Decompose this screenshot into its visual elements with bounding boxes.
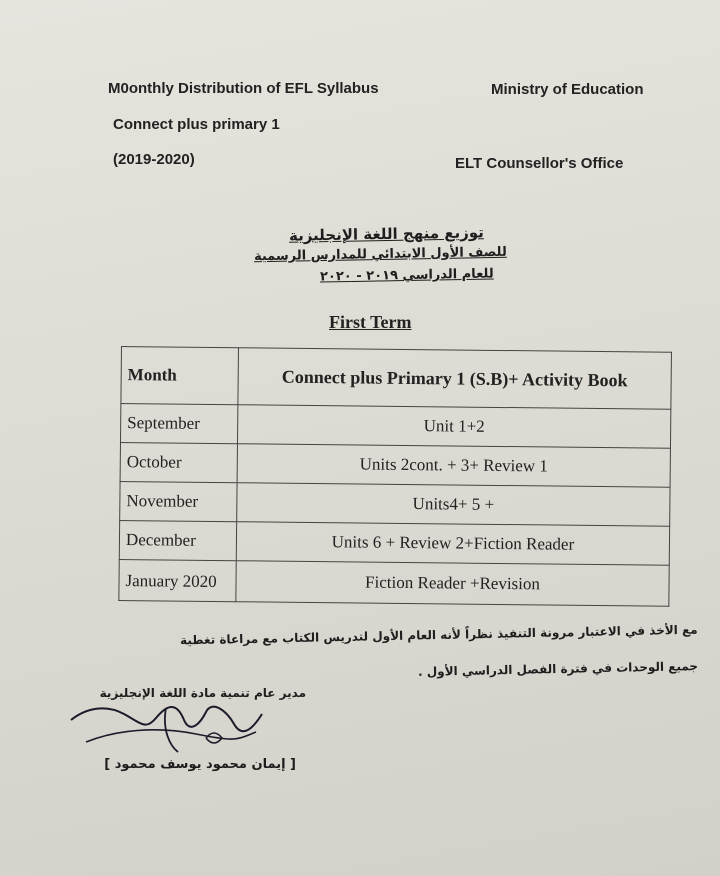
note-line1: مع الأخذ في الاعتبار مرونة التنفيذ نظراً لأنه العام الأول لتدريس الكتاب مع مراعاة تغطية <box>180 622 699 648</box>
signature <box>66 690 266 760</box>
table-row <box>119 559 669 606</box>
syllabus-table <box>118 346 672 607</box>
table-row <box>120 481 670 526</box>
table-header-row <box>121 347 672 410</box>
month-cell: September <box>120 404 237 444</box>
arabic-title-line2: للصف الأول الابتدائي للمدارس الرسمية <box>254 244 508 265</box>
month-cell: October <box>120 442 237 482</box>
school-year: (2019-2020) <box>113 151 195 168</box>
syllabus-title: M0onthly Distribution of EFL Syllabus <box>108 80 379 97</box>
table-row <box>119 520 669 565</box>
month-cell: January 2020 <box>119 559 236 601</box>
course-name: Connect plus primary 1 <box>113 116 280 133</box>
ministry-label: Ministry of Education <box>491 81 644 98</box>
table-row <box>120 404 670 449</box>
content-cell: Units4+ 5 + <box>237 483 670 527</box>
header-month: Month <box>121 347 239 405</box>
arabic-title-line3: للعام الدراسي ٢٠١٩ - ٢٠٢٠ <box>320 266 495 285</box>
month-cell: November <box>120 481 237 521</box>
content-cell: Unit 1+2 <box>237 405 670 449</box>
office-label: ELT Counsellor's Office <box>455 155 624 172</box>
content-cell: Fiction Reader +Revision <box>236 561 669 607</box>
month-cell: December <box>119 520 236 560</box>
note-line2: جميع الوحدات في فترة الفصل الدراسي الأول . <box>417 659 699 679</box>
header-content: Connect plus Primary 1 (S.B)+ Activity Book <box>238 348 672 410</box>
signer-name: [ إيمان محمود يوسف محمود ] <box>104 757 296 772</box>
term-heading: First Term <box>329 312 412 332</box>
table-row <box>120 442 670 487</box>
position-title: مدير عام تنمية مادة اللغة الإنجليزية <box>99 686 306 700</box>
arabic-title-line1: توزيع منهج اللغة الإنجليزية <box>288 223 485 245</box>
content-cell: Units 6 + Review 2+Fiction Reader <box>236 522 669 566</box>
content-cell: Units 2cont. + 3+ Review 1 <box>237 444 670 488</box>
